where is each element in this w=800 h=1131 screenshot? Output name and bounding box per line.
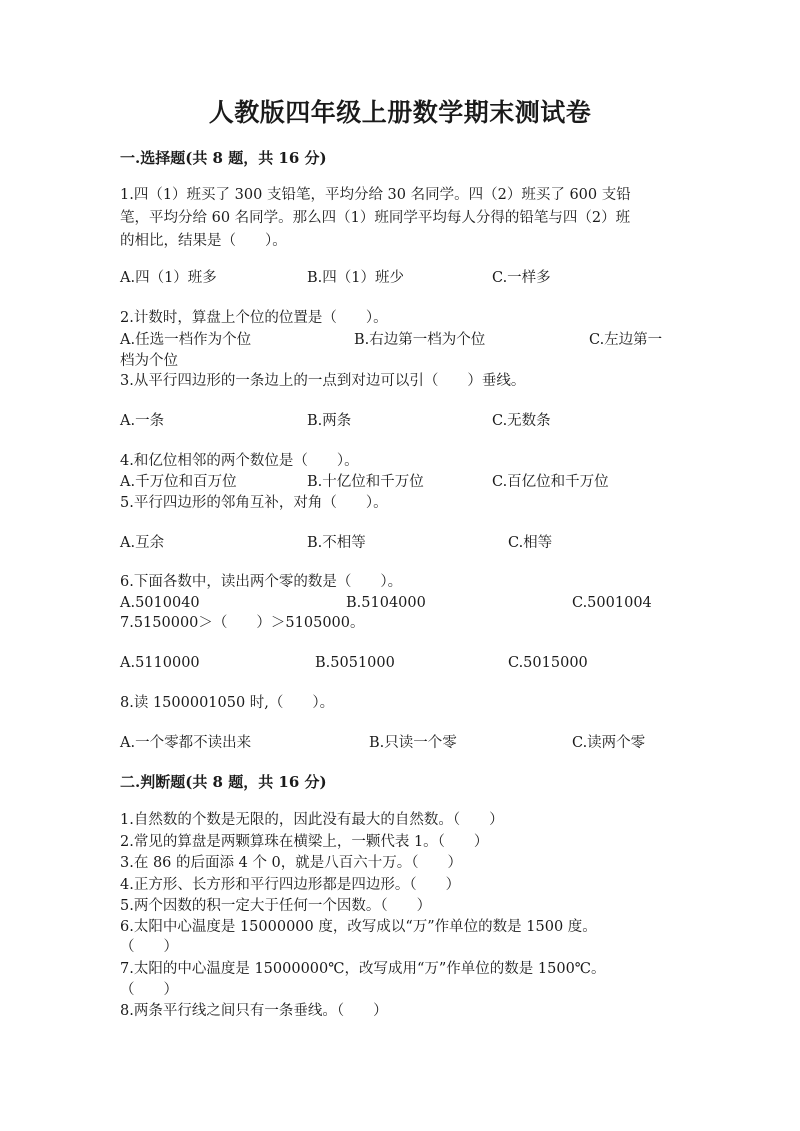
question-2-option-a: A.任选一档作为个位 — [120, 332, 252, 348]
question-2-stem: 2.计数时，算盘上个位的位置是（ ）。 — [120, 310, 388, 326]
judge-item-6: 6.太阳中心温度是 15000000 度，改写成以“万”作单位的数是 1500 度。 — [120, 919, 597, 935]
question-2-option-b: B.右边第一档为个位 — [354, 332, 486, 348]
question-8-stem: 8.读 1500001050 时,（ ）。 — [120, 695, 335, 711]
judge-item-3: 3.在 86 的后面添 4 个 0，就是八百六十万。（ ） — [120, 855, 463, 871]
judge-item-2: 2.常见的算盘是两颗算珠在横梁上，一颗代表 1。（ ） — [120, 834, 489, 850]
question-4-option-a: A.千万位和百万位 — [120, 474, 237, 490]
question-1-option-b: B.四（1）班少 — [307, 270, 404, 286]
judge-item-7-answer: （ ） — [120, 982, 178, 998]
question-3-option-b: B.两条 — [307, 413, 352, 429]
judge-item-8: 8.两条平行线之间只有一条垂线。（ ） — [120, 1003, 388, 1019]
question-4-stem: 4.和亿位相邻的两个数位是（ ）。 — [120, 453, 359, 469]
question-6-stem: 6.下面各数中，读出两个零的数是（ ）。 — [120, 574, 403, 590]
question-5-stem: 5.平行四边形的邻角互补，对角（ ）。 — [120, 495, 388, 511]
question-7-option-a: A.5110000 — [120, 655, 200, 671]
judge-item-7: 7.太阳的中心温度是 15000000℃，改写成用“万”作单位的数是 1500℃。 — [120, 961, 606, 977]
question-3-option-a: A.一条 — [120, 413, 165, 429]
section-heading-choice: 一.选择题(共 8 题，共 16 分) — [120, 149, 327, 167]
question-3-option-c: C.无数条 — [492, 413, 551, 429]
question-5-option-c: C.相等 — [508, 535, 553, 551]
question-8-option-c: C.读两个零 — [572, 735, 646, 751]
judge-item-4: 4.正方形、长方形和平行四边形都是四边形。（ ） — [120, 877, 461, 893]
question-6-option-c: C.5001004 — [572, 595, 652, 611]
question-5-option-a: A.互余 — [120, 535, 165, 551]
question-5-option-b: B.不相等 — [307, 535, 366, 551]
judge-item-1: 1.自然数的个数是无限的，因此没有最大的自然数。（ ） — [120, 812, 504, 828]
question-1-line-3: 的相比，结果是（ ）。 — [120, 233, 287, 249]
question-4-option-c: C.百亿位和千万位 — [492, 474, 609, 490]
judge-item-6-answer: （ ） — [120, 939, 178, 955]
question-1-option-a: A.四（1）班多 — [120, 270, 217, 286]
question-1-line-1: 1.四（1）班买了 300 支铅笔，平均分给 30 名同学。四（2）班买了 600 支铅 — [120, 187, 631, 203]
question-1-line-2: 笔，平均分给 60 名同学。那么四（1）班同学平均每人分得的铅笔与四（2）班 — [120, 210, 631, 226]
question-7-option-b: B.5051000 — [315, 655, 395, 671]
question-2-option-c-wrap: 档为个位 — [120, 353, 178, 369]
question-7-stem: 7.5150000＞（ ）＞5105000。 — [120, 615, 365, 631]
question-1-option-c: C.一样多 — [492, 270, 551, 286]
question-6-option-b: B.5104000 — [346, 595, 426, 611]
question-8-option-a: A.一个零都不读出来 — [120, 735, 252, 751]
question-6-option-a: A.5010040 — [120, 595, 200, 611]
question-3-stem: 3.从平行四边形的一条边上的一点到对边可以引（ ）垂线。 — [120, 373, 526, 389]
question-8-option-b: B.只读一个零 — [369, 735, 457, 751]
question-7-option-c: C.5015000 — [508, 655, 588, 671]
page-title: 人教版四年级上册数学期末测试卷 — [208, 98, 592, 127]
question-4-option-b: B.十亿位和千万位 — [307, 474, 424, 490]
question-2-option-c: C.左边第一 — [589, 332, 663, 348]
judge-item-5: 5.两个因数的积一定大于任何一个因数。（ ） — [120, 898, 432, 914]
section-heading-judge: 二.判断题(共 8 题，共 16 分) — [120, 773, 327, 791]
